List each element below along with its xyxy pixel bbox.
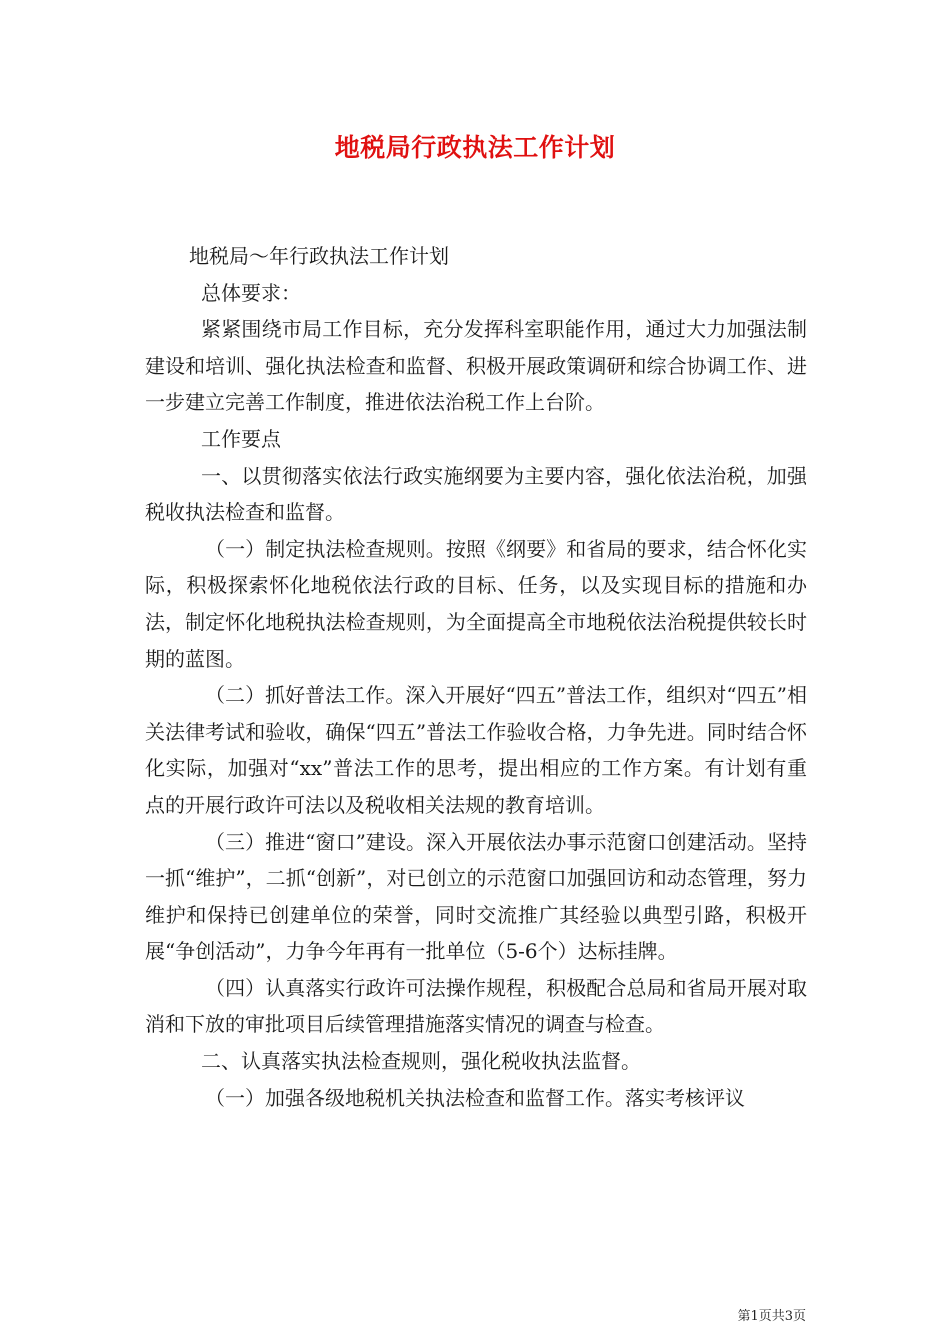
paragraph-item-1-1: （一）制定执法检查规则。按照《纲要》和省局的要求，结合怀化实际，积极探索怀化地税依法行政的目标、任务，以及实现目标的措施和办法，制定怀化地税执法检查规则，为全面提高全市地税依法治税提供较长时期的蓝图。 [145,536,807,671]
paragraph-item-2-1: （一）加强各级地税机关执法检查和监督工作。落实考核评议 [205,1085,745,1110]
document-body [145,238,807,1116]
paragraph-item-1-4: （四）认真落实行政许可法操作规程，积极配合总局和省局开展对取消和下放的审批项目后续管理措施落实情况的调查与检查。 [145,975,807,1037]
paragraph-section-two: 二、认真落实执法检查规则，强化税收执法监督。 [201,1049,641,1074]
document-title: 地税局行政执法工作计划 [334,133,616,162]
paragraph-item-1-3: （三）推进“窗口”建设。深入开展依法办事示范窗口创建活动。坚持一抓“维护”，二抓“创新”，对已创立的示范窗口加强回访和动态管理，努力维护和保持已创建单位的荣誉，同时交流推广其经验以典型引路，积极开展“争创活动”，力争今年再有一批单位（5-6个）达标挂牌。 [145,829,807,964]
paragraph-section-one: 一、以贯彻落实依法行政实施纲要为主要内容，强化依法治税，加强税收执法检查和监督。 [145,463,807,525]
paragraph-general-requirements: 紧紧围绕市局工作目标，充分发挥科室职能作用，通过大力加强法制建设和培训、强化执法检查和监督、积极开展政策调研和综合协调工作、进一步建立完善工作制度，推进依法治税工作上台阶。 [145,317,807,415]
paragraph-general-requirements-heading: 总体要求： [201,280,301,305]
page-number: 第1页共3页 [737,1309,806,1324]
paragraph-item-1-2: （二）抓好普法工作。深入开展好“四五”普法工作，组织对“四五”相关法律考试和验收，确保“四五”普法工作验收合格，力争先进。同时结合怀化实际，加强对“xx”普法工作的思考，提出相应的工作方案。有计划有重点的开展行政许可法以及税收相关法规的教育培训。 [145,683,807,817]
paragraph-work-points-heading: 工作要点 [201,426,281,451]
paragraph-subtitle: 地税局～年行政执法工作计划 [189,244,449,268]
